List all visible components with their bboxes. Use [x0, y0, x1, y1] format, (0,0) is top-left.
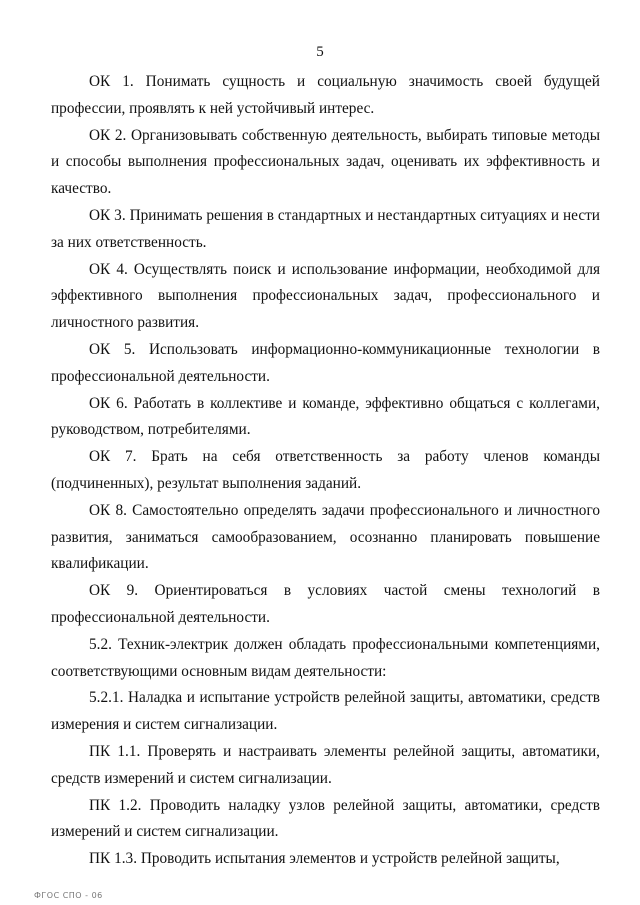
paragraph-ok-1: ОК 1. Понимать сущность и социальную значимость своей будущей профессии, проявлять к ней устойчивый интерес. [51, 73, 600, 117]
paragraph-ok-9: ОК 9. Ориентироваться в условиях частой смены технологий в профессиональной деятельности. [51, 582, 600, 626]
paragraph-ok-4: ОК 4. Осуществлять поиск и использование информации, необходимой для эффективного выполнения профессиональных задач, профессионального и личностного развития. [51, 260, 600, 332]
paragraph-pk-1-1: ПК 1.1. Проверять и настраивать элементы релейной защиты, автоматики, средств измерений и систем сигнализации. [51, 742, 600, 787]
paragraph-pk-1-3: ПК 1.3. Проводить испытания элементов и устройств релейной защиты, [89, 850, 560, 868]
paragraph-section-5-2: 5.2. Техник-электрик должен обладать профессиональными компетенциями, соответствующими основным видам деятельности: [51, 635, 600, 680]
paragraph-ok-8: ОК 8. Самостоятельно определять задачи профессионального и личностного развития, заниматься самообразованием, осознанно планировать повышение квалификации. [51, 501, 600, 573]
footer-stamp: ФГОС СПО - 06 [34, 891, 103, 900]
page-number: 5 [316, 44, 324, 60]
paragraph-pk-1-2: ПК 1.2. Проводить наладку узлов релейной защиты, автоматики, средств измерений и систем сигнализации. [51, 796, 600, 841]
document-body [51, 69, 600, 873]
paragraph-ok-2: ОК 2. Организовывать собственную деятельность, выбирать типовые методы и способы выполнения профессиональных задач, оценивать их эффективность и качество. [51, 126, 600, 198]
paragraph-section-5-2-1: 5.2.1. Наладка и испытание устройств релейной защиты, автоматики, средств измерения и систем сигнализации. [51, 689, 600, 734]
paragraph-ok-6: ОК 6. Работать в коллективе и команде, эффективно общаться с коллегами, руководством, потребителями. [51, 394, 600, 439]
paragraph-ok-3: ОК 3. Принимать решения в стандартных и нестандартных ситуациях и нести за них ответственность. [51, 206, 600, 251]
paragraph-ok-7: ОК 7. Брать на себя ответственность за работу членов команды (подчиненных), результат выполнения заданий. [51, 448, 600, 492]
paragraph-ok-5: ОК 5. Использовать информационно-коммуникационные технологии в профессиональной деятельности. [51, 340, 600, 385]
